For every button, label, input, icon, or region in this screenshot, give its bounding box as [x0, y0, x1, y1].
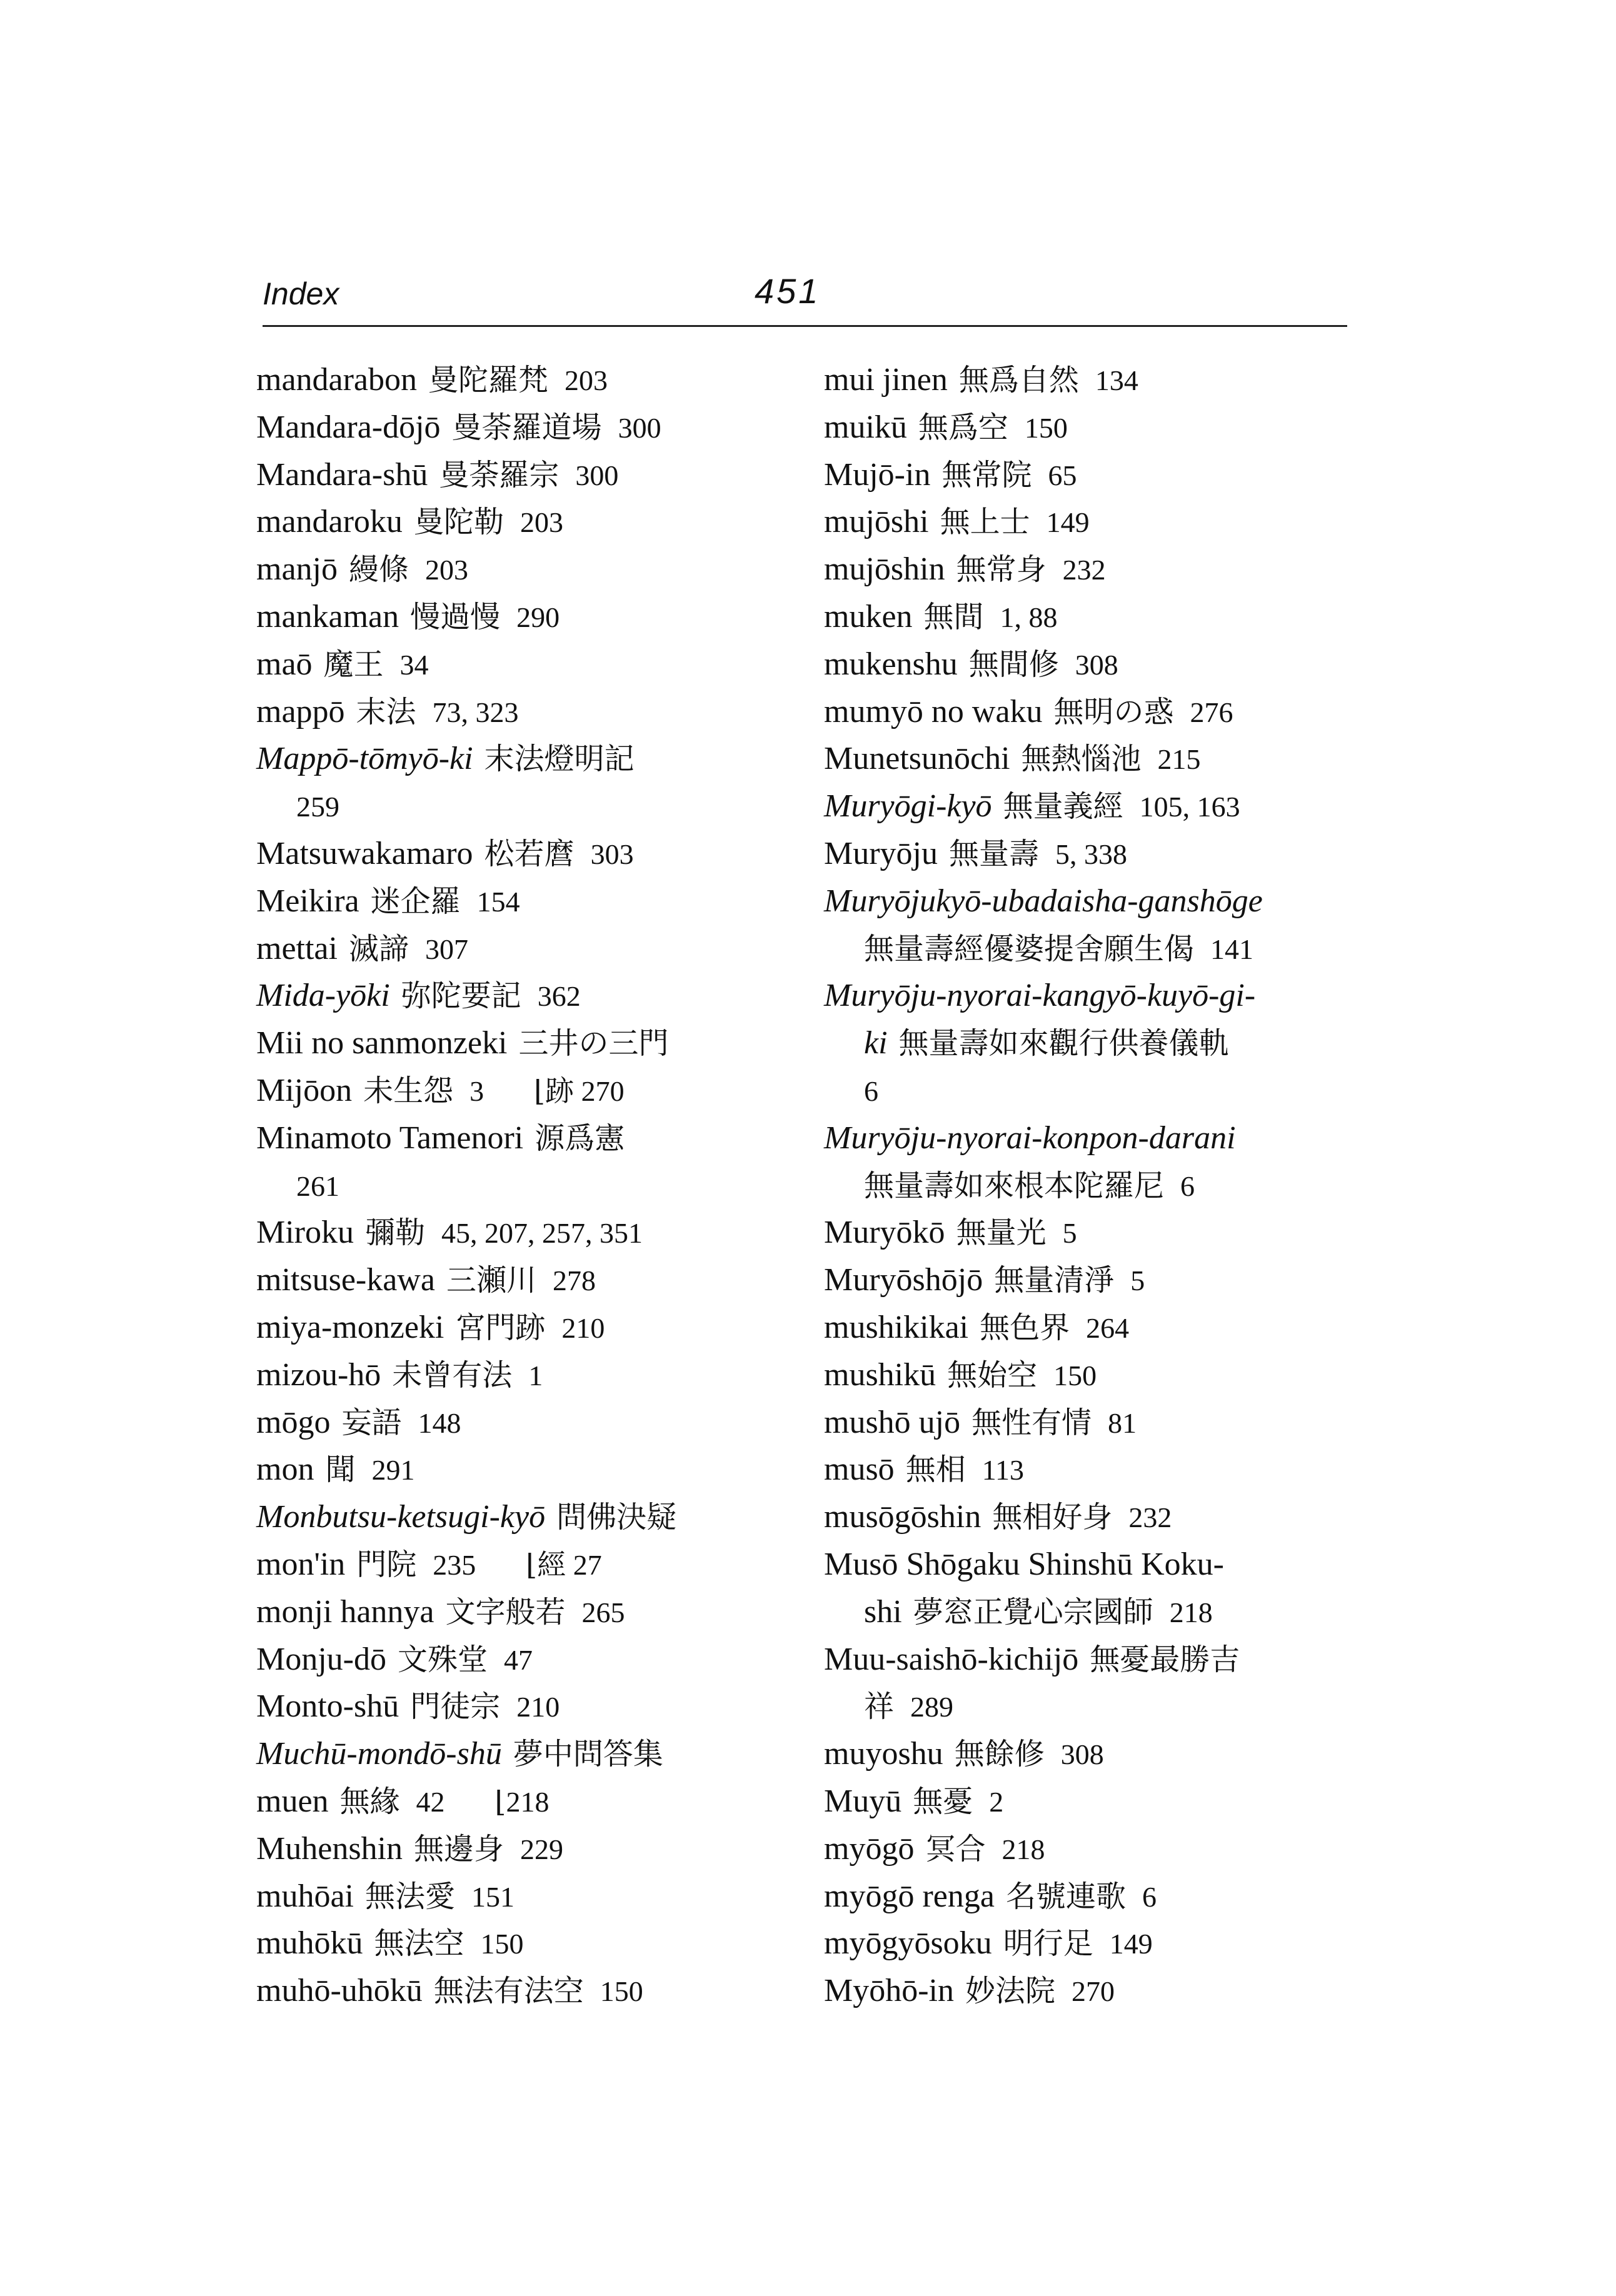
index-term: muikū — [824, 409, 907, 445]
index-page-ref: 6 — [1142, 1880, 1157, 1913]
index-kanji: 無邊身 — [414, 1831, 504, 1867]
index-page-ref: 289 — [910, 1691, 954, 1723]
index-term: mushikikai — [824, 1309, 969, 1345]
index-term: Muryōkō — [824, 1215, 945, 1251]
index-term: Mii no sanmonzeki — [256, 1025, 508, 1061]
index-page-ref: 5 — [1062, 1217, 1077, 1250]
index-term: Muu-saishō-kichijō — [824, 1641, 1079, 1677]
index-kanji: 無法有法空 — [433, 1973, 584, 2009]
index-entry — [824, 1778, 1387, 1825]
index-page-ref: 2 — [989, 1785, 1004, 1818]
index-entry — [256, 1351, 806, 1399]
index-page-ref: 278 — [552, 1265, 596, 1297]
index-entry — [256, 830, 806, 878]
index-term: Mijōon — [256, 1072, 353, 1108]
index-kanji: 無明の惑 — [1053, 694, 1174, 729]
index-kanji: 無憂 — [913, 1783, 973, 1819]
index-page-ref: 154 — [476, 885, 520, 918]
index-entry — [256, 593, 806, 641]
index-kanji: 妙法院 — [965, 1973, 1056, 2009]
index-continuation: ⌊跡 270 — [534, 1075, 625, 1107]
header-rule — [263, 325, 1347, 327]
index-kanji: 無始空 — [947, 1357, 1038, 1393]
index-term: muen — [256, 1783, 329, 1819]
index-kanji: 冥合 — [925, 1831, 986, 1867]
index-term: mandarabon — [256, 362, 418, 398]
index-entry — [824, 878, 1387, 925]
index-kanji: 無相好身 — [992, 1500, 1113, 1535]
index-term: Muryōju — [824, 835, 938, 871]
index-term: monji hannya — [256, 1593, 434, 1630]
index-column-right — [824, 356, 1387, 2015]
index-term: Miroku — [256, 1215, 354, 1251]
index-entry — [256, 1067, 806, 1115]
index-term: Mappō-tōmyō-ki — [256, 741, 473, 777]
index-entry — [824, 1493, 1387, 1541]
index-entry — [256, 546, 806, 593]
index-term: Monto-shū — [256, 1688, 399, 1725]
index-entry — [256, 1446, 806, 1493]
index-term: mumyō no waku — [824, 693, 1043, 729]
index-page-ref: 235 — [433, 1548, 476, 1581]
index-entry — [824, 1967, 1387, 2015]
index-kanji: 曼荼羅道場 — [451, 409, 602, 445]
index-kanji: 未生怨 — [363, 1073, 454, 1108]
index-kanji: 無爲自然 — [958, 363, 1079, 398]
index-term: muken — [824, 598, 913, 634]
index-kanji: 文殊堂 — [398, 1642, 488, 1677]
index-entry — [256, 1209, 806, 1256]
index-kanji: 無緣 — [339, 1783, 400, 1819]
index-entry — [256, 1304, 806, 1351]
index-kanji: 無憂最勝吉 — [1090, 1642, 1240, 1677]
index-entry — [256, 1020, 806, 1067]
index-entry — [256, 878, 806, 925]
index-entry — [824, 593, 1387, 641]
index-kanji: 彌勒 — [365, 1215, 426, 1251]
index-page-ref: 151 — [471, 1880, 514, 1913]
index-page-ref: 218 — [1169, 1596, 1213, 1628]
index-term: Mujō-in — [824, 456, 931, 493]
index-page-ref: 65 — [1048, 459, 1077, 491]
index-term: muhōkū — [256, 1925, 363, 1962]
index-kanji: 三瀬川 — [446, 1263, 536, 1298]
index-term: Meikira — [256, 883, 359, 919]
index-entry — [824, 1446, 1387, 1493]
index-kanji: 無相 — [905, 1452, 966, 1488]
index-page-ref: 73, 323 — [432, 696, 519, 728]
index-page-ref: 150 — [1024, 411, 1068, 444]
index-entry — [824, 1115, 1387, 1162]
index-page-ref: 34 — [399, 648, 429, 681]
index-kanji: 夢中問答集 — [513, 1737, 663, 1772]
index-term: manjō — [256, 551, 338, 588]
index-entry — [824, 783, 1387, 830]
index-page-ref: 215 — [1157, 743, 1201, 776]
index-page-ref: 210 — [561, 1311, 605, 1344]
index-entry — [824, 641, 1387, 688]
index-entry — [824, 972, 1387, 1020]
index-kanji: 聞 — [325, 1452, 356, 1488]
index-entry — [824, 1683, 1387, 1730]
index-entry — [824, 404, 1387, 451]
index-term: mizou-hō — [256, 1356, 381, 1393]
index-term: mushō ujō — [824, 1404, 961, 1440]
index-entry — [256, 1399, 806, 1446]
index-continuation: ⌊218 — [494, 1785, 550, 1818]
index-term: mappō — [256, 693, 345, 729]
index-kanji: 松若麿 — [484, 836, 575, 871]
index-term: musō — [824, 1451, 895, 1488]
page-header — [263, 266, 1347, 328]
index-kanji: 無色界 — [980, 1310, 1070, 1345]
index-page-ref: 6 — [1180, 1170, 1195, 1202]
index-kanji: 縵條 — [348, 552, 409, 588]
index-page-ref: 105, 163 — [1139, 791, 1240, 823]
index-kanji: 無量光 — [956, 1215, 1046, 1251]
index-entry — [824, 1020, 1387, 1067]
index-entry — [256, 451, 806, 499]
index-page-ref: 6 — [864, 1075, 878, 1107]
index-term: mon — [256, 1451, 314, 1488]
index-entry — [256, 641, 806, 688]
index-page-ref: 259 — [296, 791, 339, 823]
index-page-ref: 261 — [296, 1170, 339, 1202]
index-kanji: 末法 — [356, 694, 416, 729]
index-entry — [824, 1588, 1387, 1636]
index-page-ref: 203 — [519, 506, 563, 539]
index-term: Myōhō-in — [824, 1973, 954, 2009]
index-entry — [256, 404, 806, 451]
index-entry — [824, 830, 1387, 878]
index-kanji: 無熱惱池 — [1021, 741, 1142, 777]
index-page-ref: 232 — [1128, 1501, 1172, 1534]
index-page-ref: 270 — [1071, 1975, 1115, 2008]
index-kanji: 曼荼羅宗 — [439, 457, 560, 493]
index-kanji: 無法空 — [374, 1926, 464, 1962]
index-kanji: 問佛決疑 — [556, 1500, 677, 1535]
index-kanji: 未曾有法 — [392, 1357, 513, 1393]
index-page-ref: 113 — [981, 1454, 1024, 1486]
index-term: Muryōju-nyorai-konpon-darani — [824, 1120, 1236, 1156]
index-kanji: 無量壽 — [949, 836, 1040, 871]
index-term: Mida-yōki — [256, 978, 390, 1014]
index-entry — [824, 1541, 1387, 1588]
index-term: mōgo — [256, 1404, 331, 1440]
index-page-ref: 232 — [1062, 554, 1106, 586]
index-term: mandaroku — [256, 504, 403, 540]
index-page-ref: 141 — [1210, 933, 1254, 965]
index-kanji: 宮門跡 — [455, 1310, 546, 1345]
index-kanji: 無量清淨 — [994, 1263, 1115, 1298]
index-entry — [256, 1967, 806, 2015]
index-term: Muhenshin — [256, 1830, 403, 1867]
index-kanji: 門徒宗 — [410, 1689, 501, 1725]
index-entry — [256, 498, 806, 546]
index-kanji: 弥陀要記 — [401, 978, 521, 1014]
page-number: 451 — [755, 271, 821, 311]
index-entry — [824, 688, 1387, 736]
index-term: muhōai — [256, 1878, 354, 1914]
index-page-ref: 218 — [1001, 1833, 1045, 1865]
index-term: muyoshu — [824, 1736, 943, 1772]
index-term: mukenshu — [824, 646, 958, 682]
index-kanji: 末法燈明記 — [484, 741, 635, 777]
index-page-ref: 134 — [1095, 364, 1138, 396]
index-term: ki — [864, 1025, 888, 1061]
index-entry — [824, 1920, 1387, 1967]
index-page-ref: 5, 338 — [1055, 838, 1128, 870]
index-term: Muyū — [824, 1783, 902, 1819]
index-entry — [824, 1873, 1387, 1920]
index-term: mettai — [256, 930, 338, 966]
index-term: Muryōgi-kyō — [824, 788, 992, 825]
index-kanji: 無量義經 — [1003, 789, 1123, 825]
index-entry — [256, 688, 806, 736]
index-page-ref: 291 — [371, 1454, 415, 1486]
index-term: Muchū-mondō-shū — [256, 1736, 502, 1772]
index-entry — [824, 1304, 1387, 1351]
index-term: Musō Shōgaku Shinshū Koku- — [824, 1546, 1224, 1582]
index-kanji: 無性有情 — [971, 1405, 1092, 1440]
index-page-ref: 300 — [618, 411, 661, 444]
index-page-ref: 300 — [575, 459, 619, 491]
index-kanji: 無常身 — [956, 552, 1046, 588]
index-page-ref: 150 — [1053, 1359, 1097, 1391]
index-term: Mandara-shū — [256, 456, 428, 493]
index-entry — [256, 1162, 806, 1210]
index-term: maō — [256, 646, 313, 682]
index-page-ref: 42 — [416, 1785, 445, 1818]
index-kanji: 無間修 — [968, 646, 1059, 682]
index-term: Mandara-dōjō — [256, 409, 441, 445]
index-entry — [824, 356, 1387, 404]
index-kanji: 無量壽如來觀行供養儀軌 — [898, 1026, 1229, 1061]
index-kanji: 源爲憲 — [534, 1120, 625, 1156]
index-entry — [824, 925, 1387, 973]
index-page-ref: 265 — [581, 1596, 625, 1628]
index-term: miya-monzeki — [256, 1309, 444, 1345]
index-entry — [824, 1162, 1387, 1210]
index-term: Monju-dō — [256, 1641, 386, 1677]
index-term: mui jinen — [824, 362, 948, 398]
index-term: Monbutsu-ketsugi-kyō — [256, 1499, 546, 1535]
index-kanji: 祥 — [864, 1689, 895, 1725]
index-term: musōgōshin — [824, 1499, 981, 1535]
index-entry — [824, 1209, 1387, 1256]
index-kanji: 明行足 — [1003, 1926, 1093, 1962]
index-kanji: 魔王 — [323, 646, 384, 682]
index-kanji: 名號連歌 — [1005, 1878, 1126, 1914]
index-kanji: 文字般若 — [445, 1594, 566, 1630]
index-kanji: 無量壽經優婆提舍願生偈 — [864, 931, 1195, 966]
index-page-ref: 150 — [480, 1928, 524, 1960]
index-kanji: 三井の三門 — [518, 1026, 669, 1061]
index-term: Muryōshōjō — [824, 1262, 983, 1298]
index-page-ref: 149 — [1109, 1928, 1153, 1960]
index-term: mujōshi — [824, 504, 929, 540]
index-kanji: 無常院 — [941, 457, 1032, 493]
index-entry — [256, 1493, 806, 1541]
index-kanji: 無法愛 — [364, 1878, 455, 1914]
index-entry — [824, 546, 1387, 593]
index-entry — [256, 1541, 806, 1588]
index-entry — [824, 451, 1387, 499]
index-page-ref: 308 — [1060, 1738, 1104, 1771]
index-term: Muryōju-nyorai-kangyō-kuyō-gi- — [824, 978, 1256, 1014]
index-entry — [256, 1825, 806, 1873]
index-entry — [824, 1067, 1387, 1115]
index-page-ref: 3 — [469, 1075, 484, 1107]
index-column-left — [256, 356, 806, 2015]
index-entry — [256, 925, 806, 973]
index-page-ref: 362 — [537, 980, 581, 1013]
index-page-ref: 150 — [600, 1975, 643, 2008]
index-entry — [824, 1730, 1387, 1778]
index-entry — [256, 356, 806, 404]
index-page-ref: 210 — [516, 1691, 560, 1723]
index-entry — [256, 972, 806, 1020]
index-entry — [256, 1636, 806, 1683]
index-entry — [824, 735, 1387, 783]
index-kanji: 滅諦 — [348, 931, 409, 966]
index-page-ref: 229 — [520, 1833, 564, 1865]
index-term: mitsuse-kawa — [256, 1262, 435, 1298]
index-kanji: 無上士 — [940, 504, 1030, 540]
index-page-ref: 264 — [1086, 1311, 1130, 1344]
index-entry — [824, 1399, 1387, 1446]
index-kanji: 迷企羅 — [370, 883, 461, 919]
index-kanji: 慢過慢 — [410, 599, 501, 634]
index-page-ref: 203 — [565, 364, 608, 396]
index-term: Minamoto Tamenori — [256, 1120, 524, 1156]
index-term: mujōshin — [824, 551, 945, 588]
index-term: muhō-uhōkū — [256, 1973, 423, 2009]
index-entry — [824, 1351, 1387, 1399]
index-entry — [824, 1256, 1387, 1304]
index-term: mushikū — [824, 1356, 936, 1393]
index-page-ref: 1 — [528, 1359, 543, 1391]
index-term: Matsuwakamaro — [256, 835, 473, 871]
index-entry — [256, 735, 806, 783]
index-term: myōgyōsoku — [824, 1925, 992, 1962]
index-kanji: 無量壽如來根本陀羅尼 — [864, 1168, 1165, 1203]
index-entry — [256, 1730, 806, 1778]
section-title: Index — [263, 276, 339, 311]
index-term: myōgō — [824, 1830, 915, 1867]
index-page-ref: 81 — [1108, 1406, 1137, 1439]
index-entry — [824, 1636, 1387, 1683]
index-entry — [256, 1588, 806, 1636]
index-page-ref: 290 — [516, 601, 560, 633]
index-page-ref: 47 — [504, 1643, 533, 1676]
index-kanji: 無餘修 — [954, 1737, 1045, 1772]
index-entry — [256, 1873, 806, 1920]
index-entry — [256, 783, 806, 830]
index-entry — [824, 498, 1387, 546]
index-term: shi — [864, 1593, 902, 1630]
index-kanji: 曼陀勒 — [413, 504, 504, 540]
index-page-ref: 276 — [1190, 696, 1233, 728]
index-kanji: 無間 — [923, 599, 984, 634]
index-page-ref: 307 — [424, 933, 468, 965]
index-entry — [256, 1115, 806, 1162]
index-entry — [824, 1825, 1387, 1873]
index-kanji: 門院 — [356, 1547, 417, 1582]
index-term: myōgō renga — [824, 1878, 995, 1914]
index-kanji: 夢窓正覺心宗國師 — [913, 1594, 1153, 1630]
index-page-ref: 45, 207, 257, 351 — [441, 1217, 643, 1250]
index-page-ref: 308 — [1075, 648, 1118, 681]
index-page-ref: 203 — [425, 554, 468, 586]
index-page-ref: 149 — [1046, 506, 1090, 539]
index-kanji: 曼陀羅梵 — [428, 363, 549, 398]
index-entry — [256, 1920, 806, 1967]
index-entry — [256, 1778, 806, 1825]
index-continuation: ⌊經 27 — [526, 1548, 602, 1581]
index-term: mankaman — [256, 598, 399, 634]
index-page-ref: 303 — [590, 838, 634, 870]
index-page-ref: 5 — [1130, 1265, 1145, 1297]
index-kanji: 無爲空 — [918, 409, 1008, 445]
index-page-ref: 1, 88 — [1000, 601, 1058, 633]
index-term: mon'in — [256, 1546, 346, 1582]
index-kanji: 妄語 — [341, 1405, 402, 1440]
index-term: Munetsunōchi — [824, 741, 1010, 777]
index-entry — [256, 1683, 806, 1730]
index-entry — [256, 1256, 806, 1304]
index-term: Muryōjukyō-ubadaisha-ganshōge — [824, 883, 1263, 919]
index-page-ref: 148 — [418, 1406, 461, 1439]
